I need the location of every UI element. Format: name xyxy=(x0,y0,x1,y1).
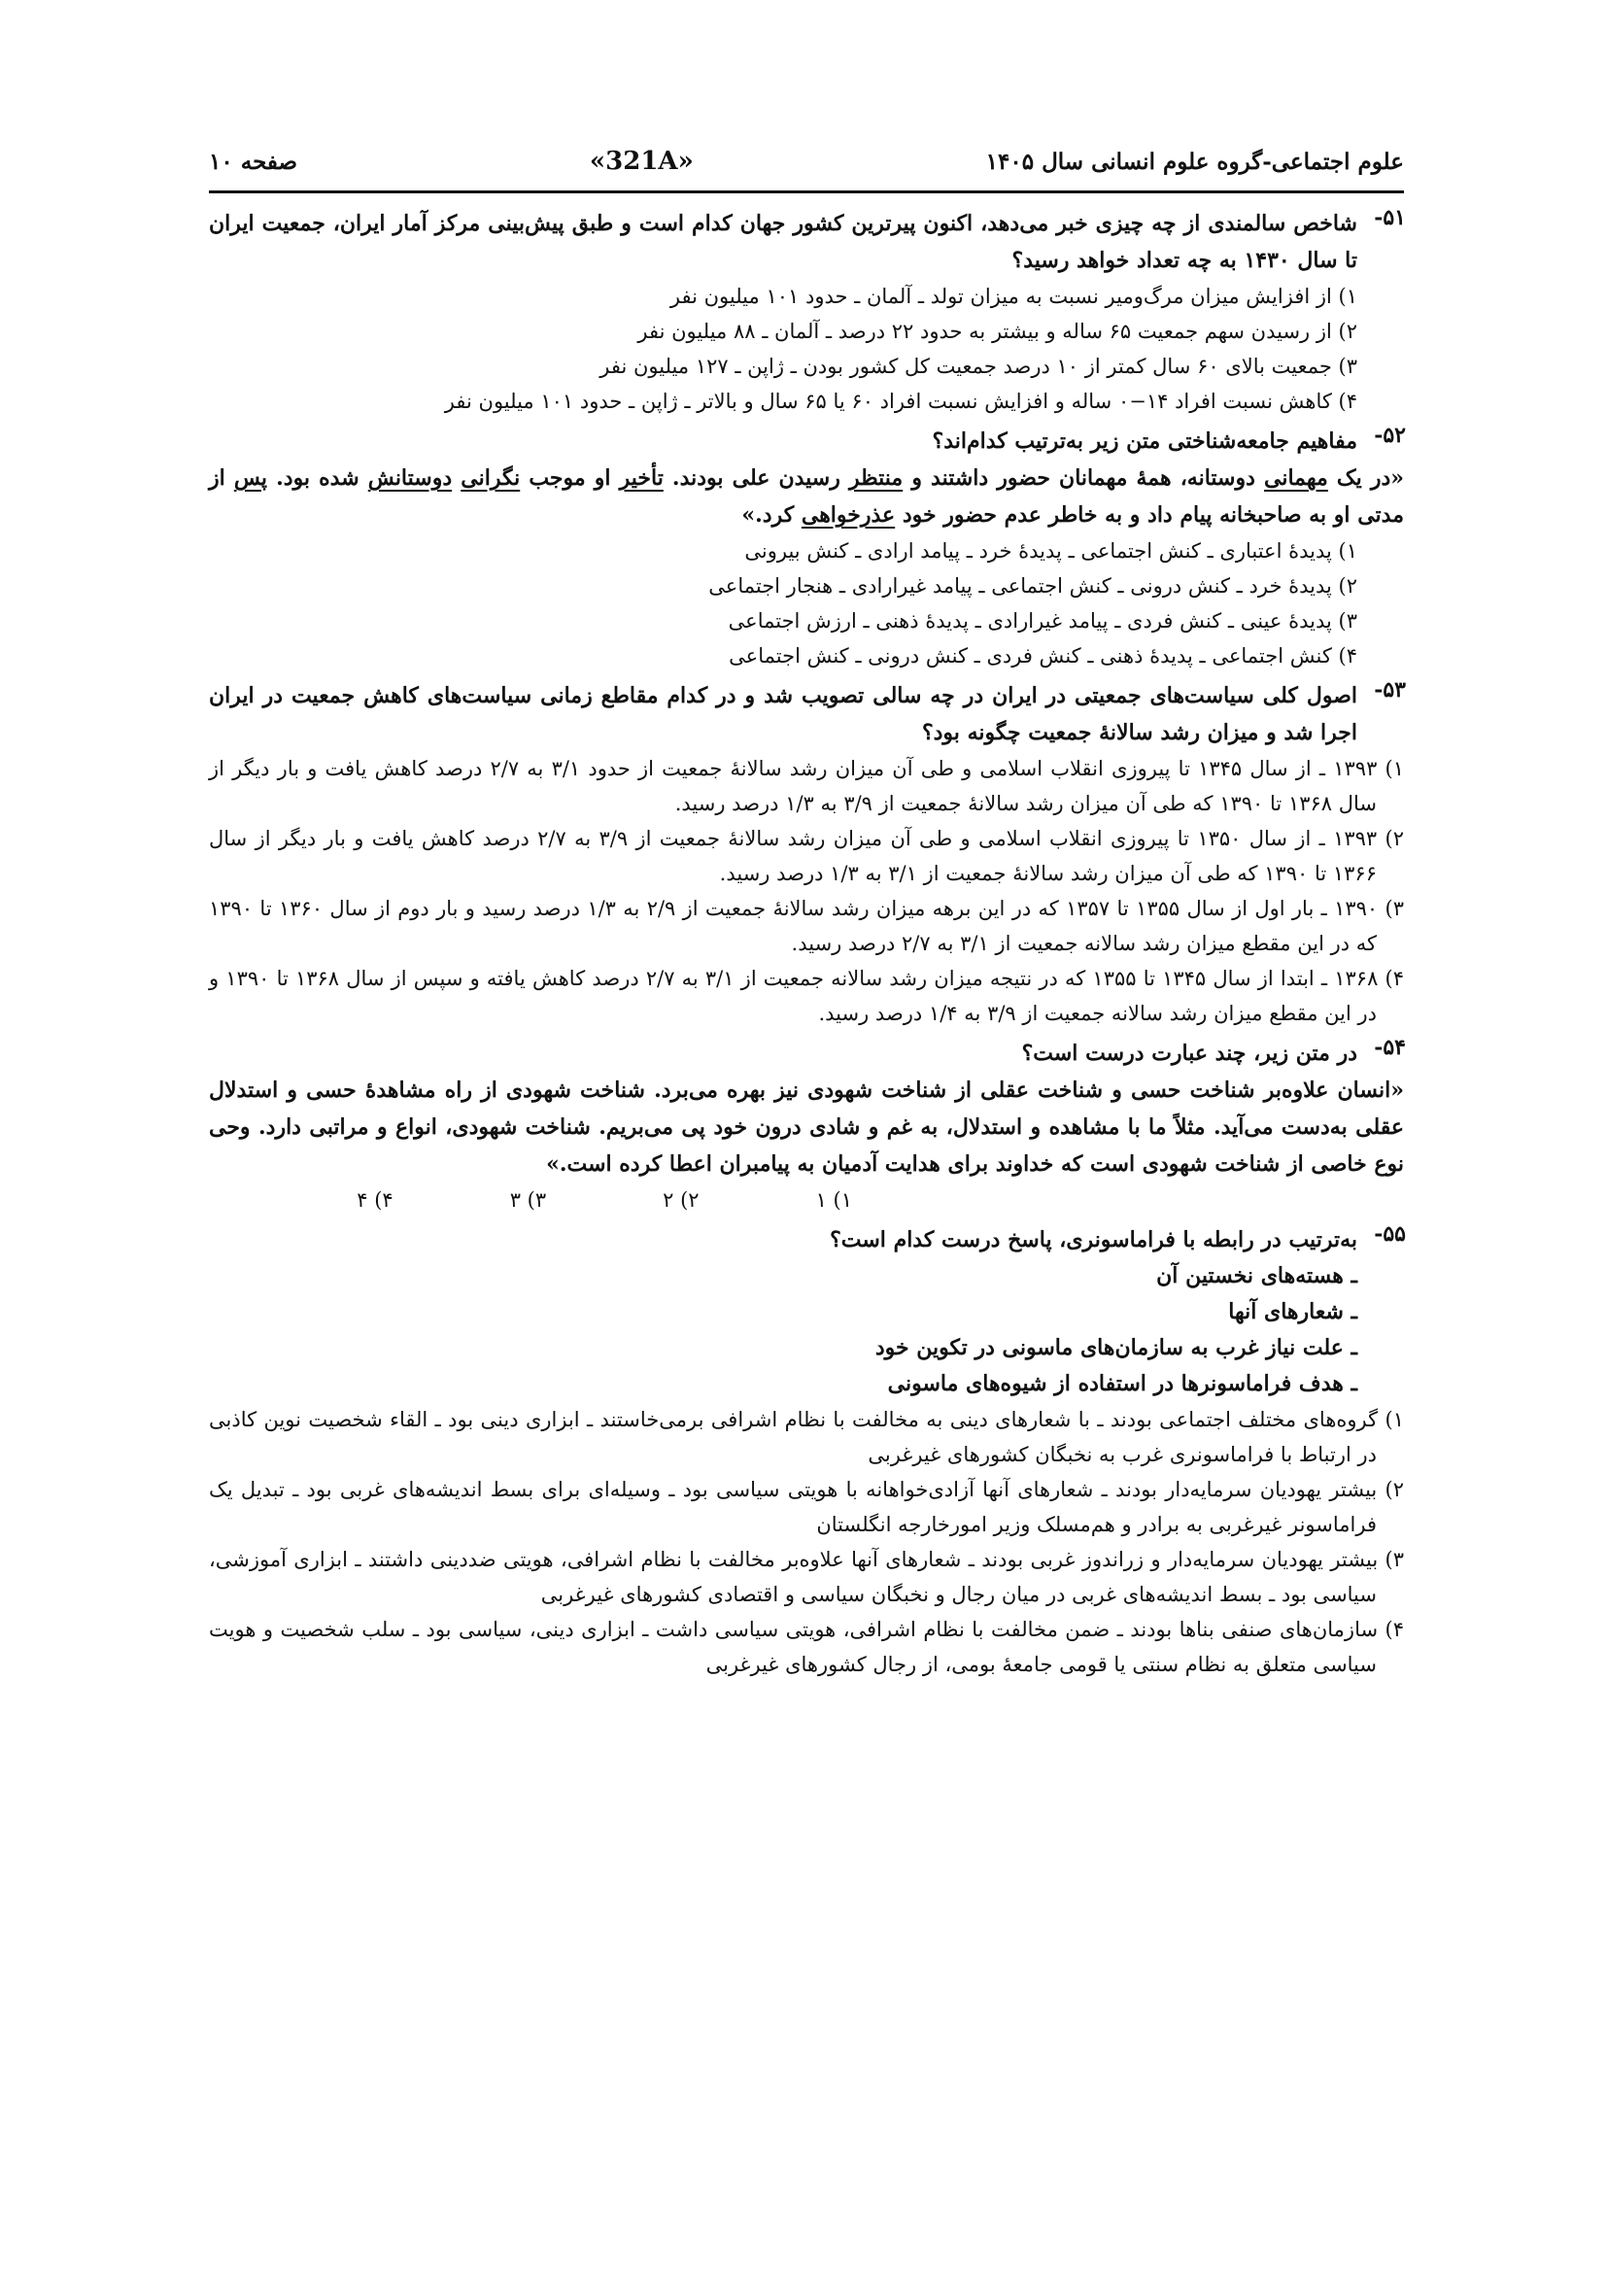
option-2[interactable]: ۲) ۲ xyxy=(663,1188,700,1212)
option-1[interactable]: ۱) ۱۳۹۳ ـ از سال ۱۳۴۵ تا پیروزی انقلاب اسلامی و طی آن میزان رشد سالانهٔ جمعیت از حدود ۳/۱ به ۲/۷ درصد کاهش یافت و بار دیگر از سال ۱۳۶۸ تا ۱۳۹۰ که طی آن میزان رشد سالانهٔ جمعیت از ۳/۹ به ۱/۳ درصد رسید. xyxy=(209,757,1404,815)
question-number: ۵۲- xyxy=(1374,423,1406,448)
option-1[interactable]: ۱) گروه‌های مختلف اجتماعی بودند ـ با شعارهای دینی به مخالفت با نظام اشرافی برمی‌خاستند ـ ابزاری دینی بود ـ القاء شخصیت نوین کاذبی در ارتباط با فراماسونری غرب به نخبگان کشورهای غیرغربی xyxy=(209,1408,1404,1466)
question-stem: به‌ترتیب در رابطه با فراماسونری، پاسخ درست کدام است؟ xyxy=(830,1227,1357,1252)
option-4[interactable]: ۴) سازمان‌های صنفی بناها بودند ـ ضمن مخالفت با نظام اشرافی، هویتی سیاسی داشت ـ ابزاری دینی، سیاسی بود ـ سلب شخصیت و هویت سیاسی متعلق به نظام سنتی یا قومی جامعهٔ بومی، از رجال کشورهای غیرغربی xyxy=(209,1618,1404,1676)
underlined-term: منتظر xyxy=(848,465,904,491)
item-list xyxy=(209,1258,1357,1402)
booklet-code: «321A» xyxy=(589,147,694,176)
list-item: ـ هدف فراماسونرها در استفاده از شیوه‌های ماسونی xyxy=(887,1371,1357,1396)
question-53 xyxy=(209,677,1404,1031)
option-2[interactable]: ۲) ۱۳۹۳ ـ از سال ۱۳۵۰ تا پیروزی انقلاب اسلامی و طی آن میزان رشد سالانهٔ جمعیت از ۳/۹ به ۲/۷ درصد کاهش یافت و بار دیگر از سال ۱۳۶۶ تا ۱۳۹۰ که طی آن میزان رشد سالانهٔ جمعیت از ۳/۱ به ۱/۳ درصد رسید. xyxy=(209,827,1404,885)
question-passage: «در یک مهمانی دوستانه، همهٔ مهمانان حضور داشتند و منتظر رسیدن علی بودند. تأخیر او موجب نگرانی دوستانش شده بود. پس از مدتی او به صاحبخانه پیام داد و به خاطر عدم حضور خود عذرخواهی کرد.» xyxy=(209,465,1405,528)
question-54 xyxy=(209,1035,1404,1217)
question-55 xyxy=(209,1221,1404,1682)
list-item: ـ هسته‌های نخستین آن xyxy=(1156,1263,1357,1288)
option-1[interactable]: ۱) از افزایش میزان مرگ‌ومیر نسبت به میزان تولد ـ آلمان ـ حدود ۱۰۱ میلیون نفر xyxy=(669,285,1357,308)
page-number: صفحه ۱۰ xyxy=(209,148,298,175)
page-header xyxy=(209,136,1404,187)
option-row xyxy=(209,1182,1357,1217)
underlined-term: عذرخواهی xyxy=(801,502,896,528)
option-1[interactable]: ۱) پدیدهٔ اعتباری ـ کنش اجتماعی ـ پدیدهٔ خرد ـ پیامد ارادی ـ کنش بیرونی xyxy=(744,539,1357,563)
option-2[interactable]: ۲) پدیدهٔ خرد ـ کنش درونی ـ کنش اجتماعی ـ پیامد غیرارادی ـ هنجار اجتماعی xyxy=(708,574,1357,598)
option-2[interactable]: ۲) بیشتر یهودیان سرمایه‌دار بودند ـ شعارهای آنها آزادی‌خواهانه با هویتی سیاسی بود ـ وسیله‌ای برای بسط اندیشه‌های غربی بود ـ تبدیل یک فراماسونر غیرغربی به برادر و هم‌مسلک وزیر امورخارجه انگلستان xyxy=(209,1478,1404,1536)
underlined-term: نگرانی xyxy=(461,465,521,491)
option-4[interactable]: ۴) ۴ xyxy=(357,1188,393,1212)
question-52 xyxy=(209,423,1404,673)
option-3[interactable]: ۳) بیشتر یهودیان سرمایه‌دار و زراندوز غربی بودند ـ شعارهای آنها علاوه‌بر مخالفت با نظام اشرافی، هویتی ضددینی داشتند ـ ابزاری آموزشی، سیاسی بود ـ بسط اندیشه‌های غربی در میان رجال و نخبگان سیاسی و اقتصادی کشورهای غیرغربی xyxy=(209,1548,1404,1606)
option-3[interactable]: ۳) جمعیت بالای ۶۰ سال کمتر از ۱۰ درصد جمعیت کل کشور بودن ـ ژاپن ـ ۱۲۷ میلیون نفر xyxy=(599,355,1357,378)
question-number: ۵۱- xyxy=(1374,205,1406,230)
question-number: ۵۳- xyxy=(1374,677,1406,703)
option-3[interactable]: ۳) ۳ xyxy=(509,1188,547,1212)
underlined-term: مهمانی xyxy=(1264,465,1328,491)
question-number: ۵۵- xyxy=(1374,1221,1406,1247)
question-passage: «انسان علاوه‌بر شناخت حسی و شناخت عقلی از شناخت شهودی نیز بهره می‌برد. شناخت شهودی از راه مشاهدهٔ حسی و استدلال عقلی به‌دست می‌آید. مثلاً ما با مشاهده و استدلال، به غم و شادی درون خود پی می‌بریم. شناخت شهودی، انواع و مراتبی دارد. وحی نوع خاصی از شناخت شهودی است که خداوند برای هدایت آدمیان به پیامبران اعطا کرده است.» xyxy=(209,1078,1404,1177)
question-stem: شاخص سالمندی از چه چیزی خبر می‌دهد، اکنون پیرترین کشور جهان کدام است و طبق پیش‌بینی مرکز آمار ایران، جمعیت ایران تا سال ۱۴۳۰ به چه تعداد خواهد رسید؟ xyxy=(209,211,1357,273)
question-number: ۵۴- xyxy=(1374,1035,1406,1060)
option-1[interactable]: ۱) ۱ xyxy=(815,1188,852,1212)
question-stem: مفاهیم جامعه‌شناختی متن زیر به‌ترتیب کدام‌اند؟ xyxy=(932,428,1357,454)
option-4[interactable]: ۴) کاهش نسبت افراد ۱۴−۰ ساله و افزایش نسبت افراد ۶۰ یا ۶۵ سال و بالاتر ـ ژاپن ـ حدود ۱۰۱ میلیون نفر xyxy=(444,390,1357,413)
question-stem: در متن زیر، چند عبارت درست است؟ xyxy=(1021,1041,1357,1066)
list-item: ـ علت نیاز غرب به سازمان‌های ماسونی در تکوین خود xyxy=(874,1335,1357,1360)
option-3[interactable]: ۳) پدیدهٔ عینی ـ کنش فردی ـ پیامد غیرارادی ـ پدیدهٔ ذهنی ـ ارزش اجتماعی xyxy=(728,609,1357,633)
underlined-term: تأخیر xyxy=(619,465,664,491)
option-2[interactable]: ۲) از رسیدن سهم جمعیت ۶۵ ساله و بیشتر به حدود ۲۲ درصد ـ آلمان ـ ۸۸ میلیون نفر xyxy=(637,320,1357,343)
exam-page xyxy=(209,136,1404,1686)
option-3[interactable]: ۳) ۱۳۹۰ ـ بار اول از سال ۱۳۵۵ تا ۱۳۵۷ که در این برهه میزان رشد سالانهٔ جمعیت از ۲/۹ به ۱/۳ درصد رسید و بار دوم از سال ۱۳۶۰ تا ۱۳۹۰ که در این مقطع میزان رشد سالانه جمعیت از ۳/۱ به ۲/۷ درصد رسید. xyxy=(209,897,1404,955)
question-stem: اصول کلی سیاست‌های جمعیتی در ایران در چه سالی تصویب شد و در کدام مقاطع زمانی سیاست‌های کاهش جمعیت در ایران اجرا شد و میزان رشد سالانهٔ جمعیت چگونه بود؟ xyxy=(209,683,1357,745)
option-4[interactable]: ۴) کنش اجتماعی ـ پدیدهٔ ذهنی ـ کنش فردی ـ کنش درونی ـ کنش اجتماعی xyxy=(729,644,1357,668)
header-title: علوم اجتماعی-گروه علوم انسانی سال ۱۴۰۵ xyxy=(985,148,1404,175)
underlined-term: دوستانش xyxy=(367,465,453,491)
option-4[interactable]: ۴) ۱۳۶۸ ـ ابتدا از سال ۱۳۴۵ تا ۱۳۵۵ که در نتیجه میزان رشد سالانه جمعیت از ۳/۱ به ۲/۷ درصد کاهش یافته و سپس از سال ۱۳۶۸ تا ۱۳۹۰ و در این مقطع میزان رشد سالانه جمعیت از ۳/۹ به ۱/۴ درصد رسید. xyxy=(209,967,1404,1025)
question-51 xyxy=(209,205,1404,419)
underlined-term: پس xyxy=(233,465,268,491)
header-rule xyxy=(209,190,1404,193)
list-item: ـ شعارهای آنها xyxy=(1228,1299,1357,1324)
